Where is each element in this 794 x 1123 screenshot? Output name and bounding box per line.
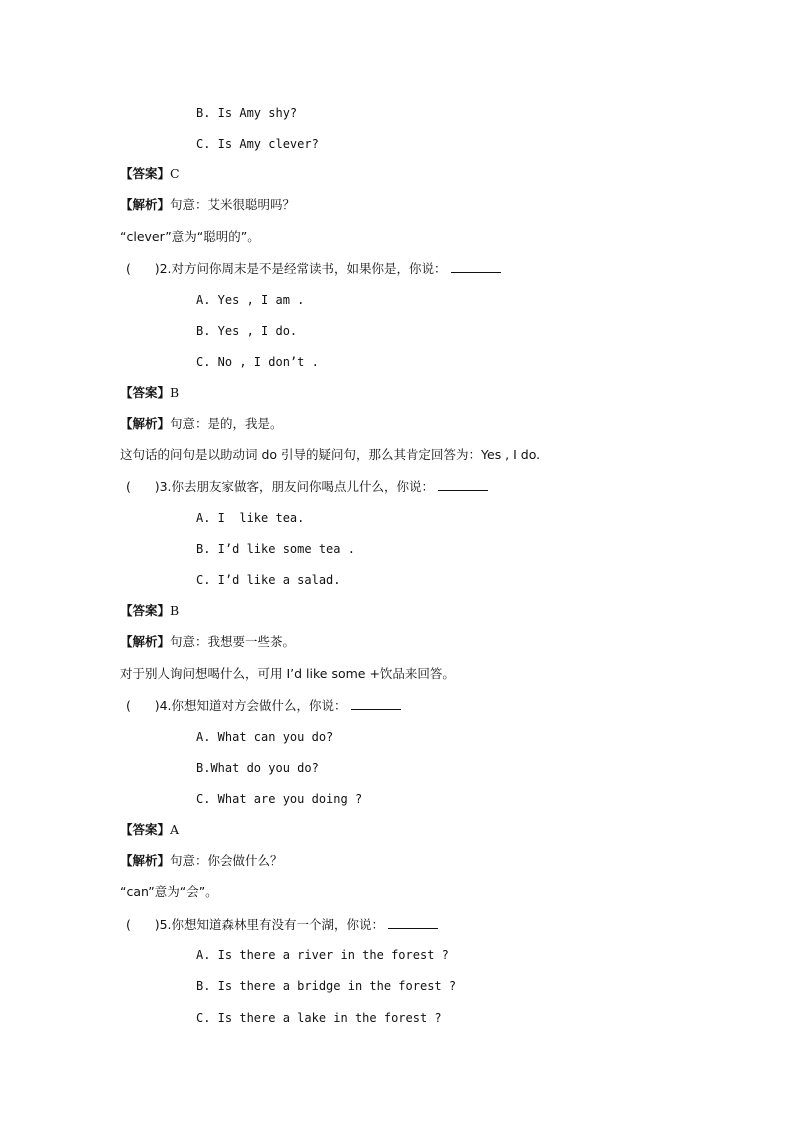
- q4-option-b: B.What do you do?: [196, 761, 319, 775]
- q3-option-a: A. I like tea.: [196, 511, 305, 525]
- q4-answer: A: [170, 822, 180, 837]
- q4-stem-line: [126, 697, 401, 714]
- q2-note: 这句话的问句是以助动词 do 引导的疑问句，那么其肯定回答为：Yes , I do.: [120, 447, 541, 462]
- q1-analysis: 句意：艾米很聪明吗？: [170, 197, 296, 212]
- q2-option-c: C. No , I don’t .: [196, 355, 319, 369]
- q3-analysis-line: 【解析】句意：我想要一些茶。: [120, 634, 296, 649]
- q4-note: “can”意为“会”。: [120, 884, 218, 899]
- q1-option-c: C. Is Amy clever?: [196, 137, 319, 151]
- q2-analysis-line: 【解析】句意：是的，我是。: [120, 416, 283, 431]
- q2-answer: B: [170, 385, 180, 400]
- q1-option-b: B. Is Amy shy?: [196, 106, 298, 120]
- analysis-label: 解析: [132, 197, 158, 212]
- q2-stem-line: [126, 260, 501, 277]
- q3-stem: 3.你去朋友家做客，朋友问你喝点儿什么，你说：: [159, 479, 435, 494]
- answer-label: 答案: [132, 166, 158, 181]
- q5-stem-line: [126, 916, 438, 933]
- q1-answer-line: 【答案】C: [120, 166, 180, 181]
- q4-stem: 4.你想知道对方会做什么，你说：: [159, 698, 347, 713]
- q3-answer: B: [170, 603, 180, 618]
- answer-blank: [388, 916, 438, 929]
- q5-option-c: C. Is there a lake in the forest ?: [196, 1011, 442, 1025]
- q5-option-b: B. Is there a bridge in the forest ?: [196, 979, 457, 993]
- q3-stem-line: [126, 478, 488, 495]
- q1-answer: C: [170, 166, 180, 181]
- q2-stem: 2.对方问你周末是不是经常读书，如果你是，你说：: [159, 261, 447, 276]
- q5-stem: 5.你想知道森林里有没有一个湖，你说：: [159, 917, 385, 932]
- q4-option-c: C. What are you doing ?: [196, 792, 363, 806]
- answer-blank: [351, 697, 401, 710]
- answer-blank: [438, 478, 488, 491]
- q3-note: 对于别人询问想喝什么，可用 I’d like some +饮品来回答。: [120, 666, 455, 681]
- answer-blank: [451, 260, 501, 273]
- q2-option-a: A. Yes , I am .: [196, 293, 305, 307]
- q3-option-b: B. I’d like some tea .: [196, 542, 355, 556]
- q1-analysis-line: 【解析】句意：艾米很聪明吗？: [120, 197, 296, 212]
- q4-paren: ( ): [126, 698, 160, 713]
- q5-option-a: A. Is there a river in the forest ?: [196, 948, 449, 962]
- q4-analysis-line: 【解析】句意：你会做什么？: [120, 853, 283, 868]
- q2-answer-line: 【答案】B: [120, 385, 180, 400]
- q4-answer-line: 【答案】A: [120, 822, 180, 837]
- q2-paren: ( ): [126, 261, 160, 276]
- q5-paren: ( ): [126, 917, 160, 932]
- q4-analysis: 句意：你会做什么？: [170, 853, 283, 868]
- q3-option-c: C. I’d like a salad.: [196, 573, 341, 587]
- q2-option-b: B. Yes , I do.: [196, 324, 298, 338]
- q4-option-a: A. What can you do?: [196, 730, 334, 744]
- q3-analysis: 句意：我想要一些茶。: [170, 634, 296, 649]
- q1-note: “clever”意为“聪明的”。: [120, 229, 260, 244]
- q2-analysis: 句意：是的，我是。: [170, 416, 283, 431]
- q3-answer-line: 【答案】B: [120, 603, 180, 618]
- q3-paren: ( ): [126, 479, 160, 494]
